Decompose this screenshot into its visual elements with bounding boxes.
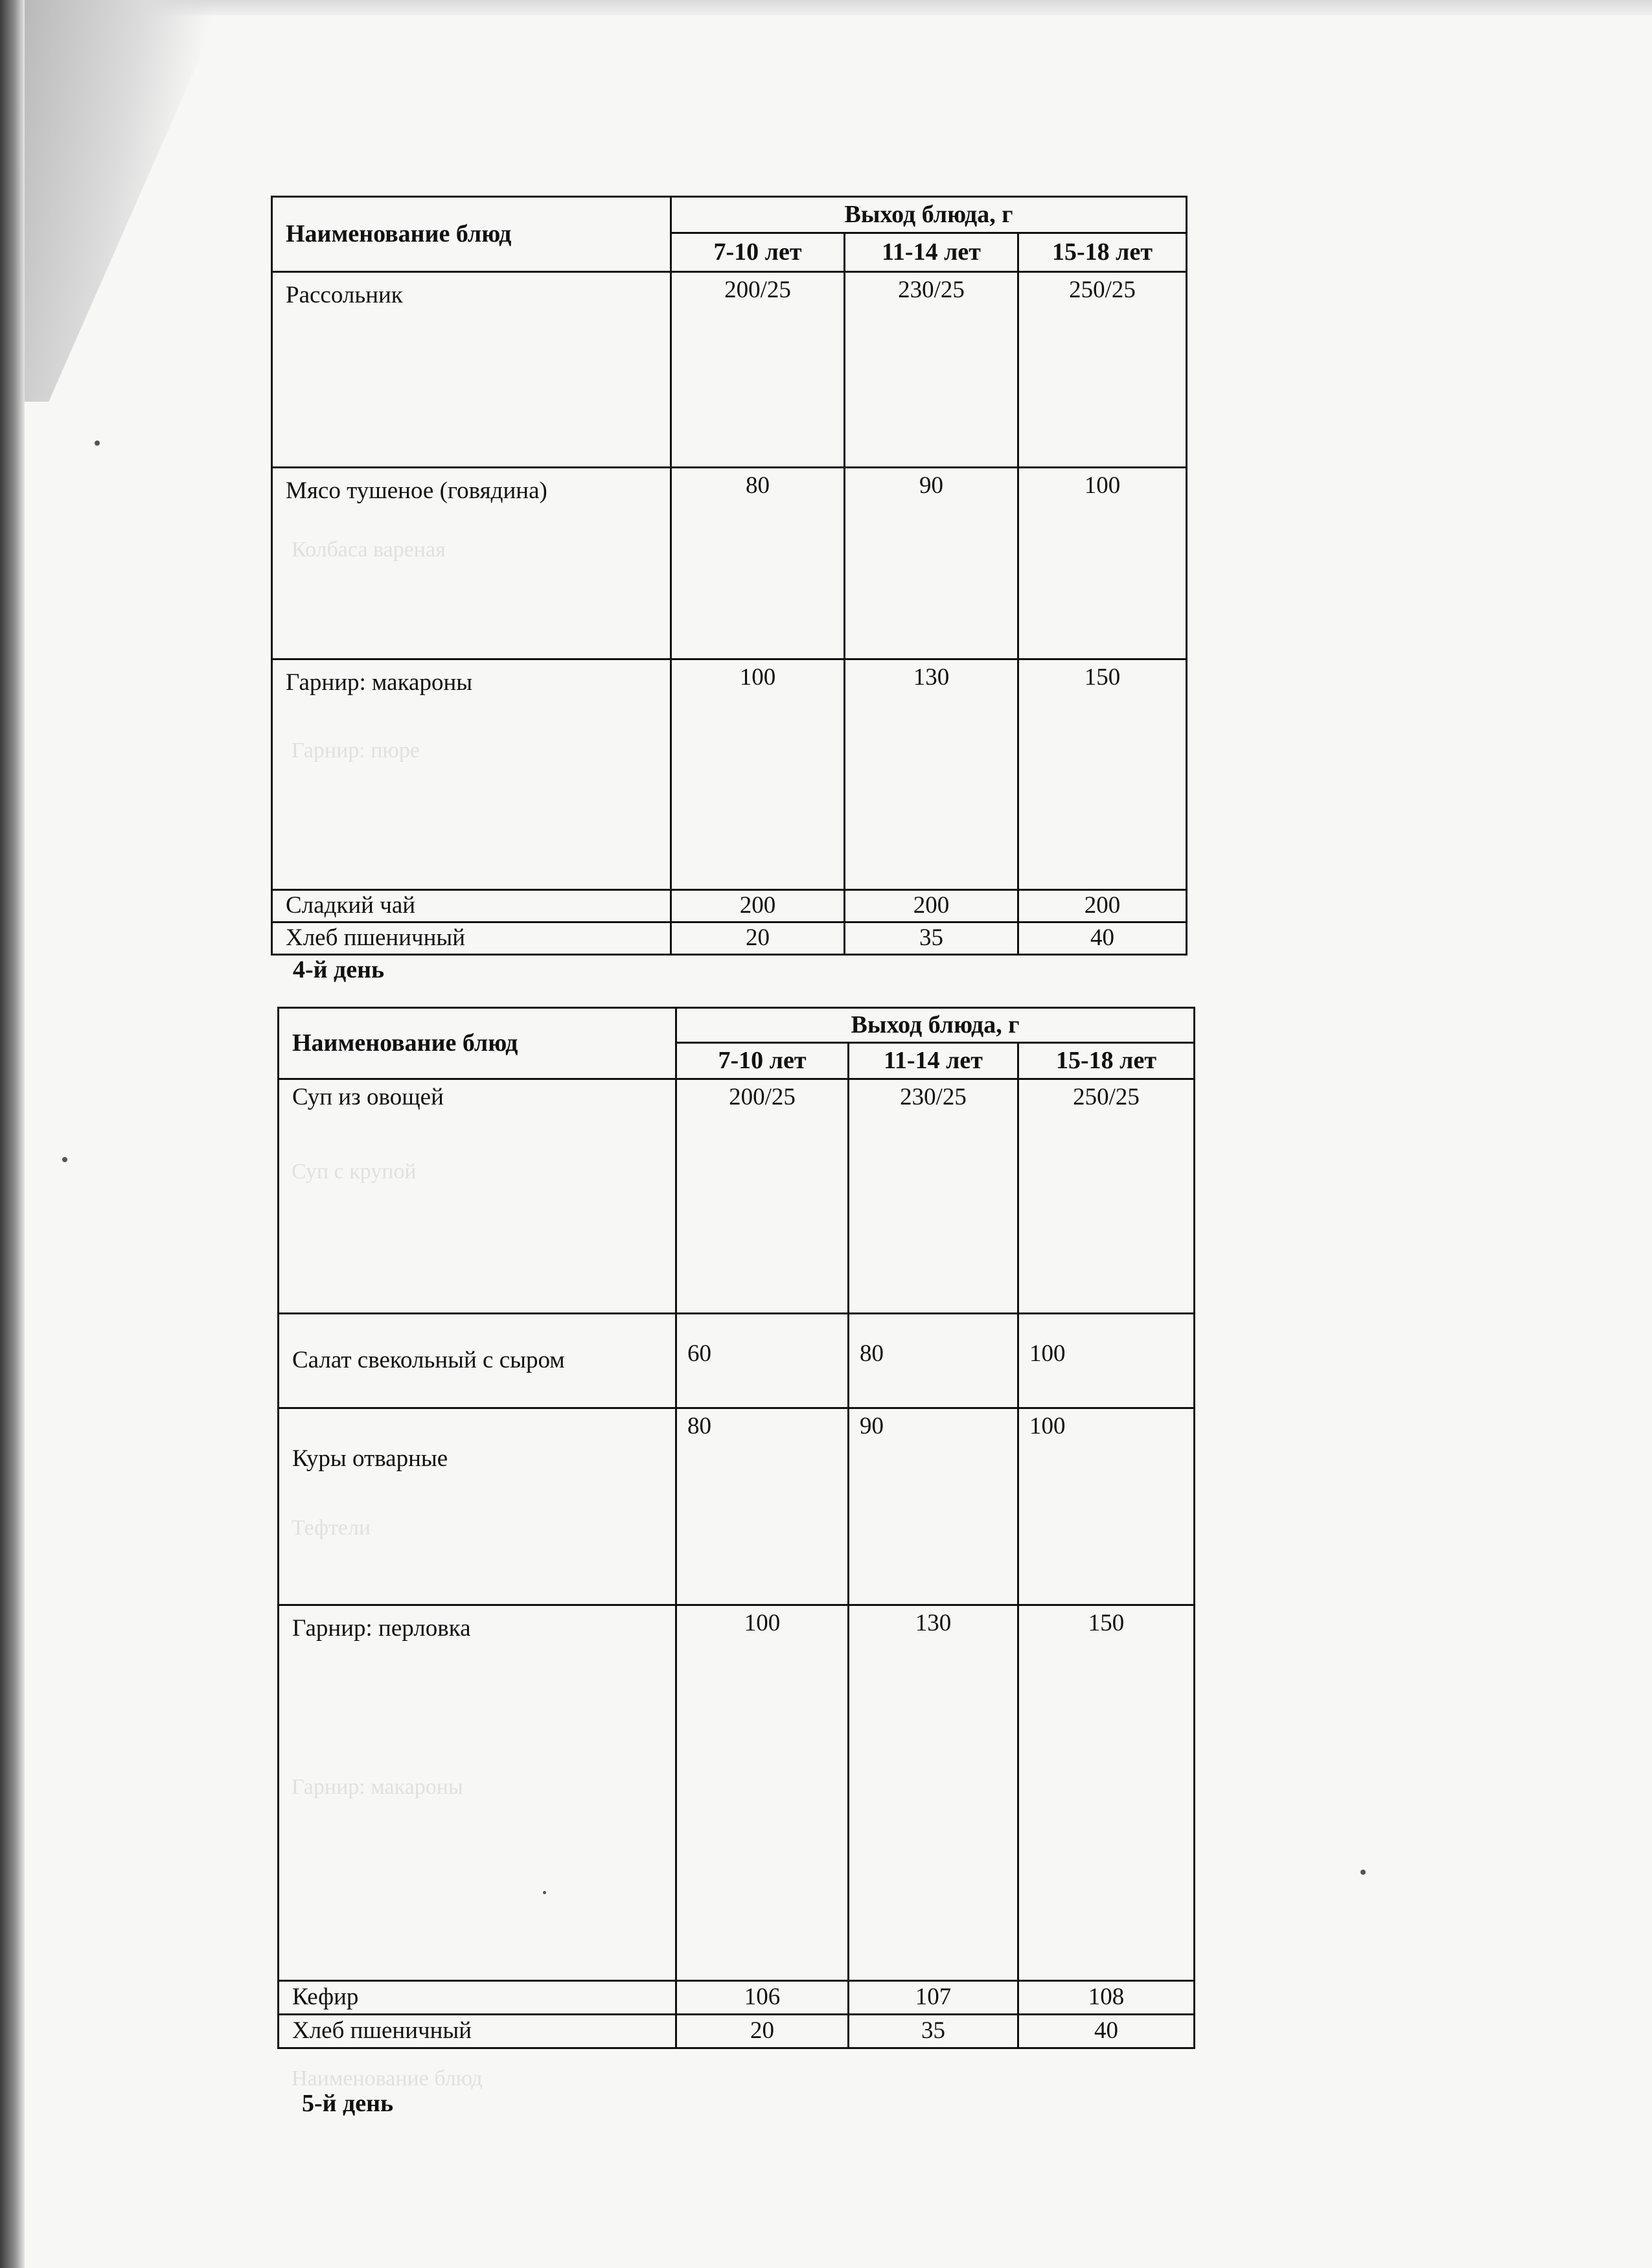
column-header-output: Выход блюда, г: [671, 197, 1187, 233]
portion-value: 200: [1018, 890, 1187, 922]
table-row: [272, 468, 1187, 659]
day-label: 5-й день: [302, 2090, 394, 2117]
dish-name: Рассольник: [272, 272, 671, 468]
portion-value: 80: [849, 1314, 1018, 1408]
portion-value: 35: [845, 922, 1018, 955]
portion-value: 200/25: [671, 272, 845, 468]
day-label: 4-й день: [293, 956, 385, 983]
column-header-age-15-18: 15-18 лет: [1018, 1043, 1195, 1079]
portion-value: 130: [845, 659, 1018, 890]
portion-value: 100: [676, 1605, 849, 1981]
menu-table-day4: [277, 1007, 1195, 2049]
dish-name: Гарнир: перловка: [279, 1605, 676, 1981]
dish-name: Куры отварные: [279, 1408, 676, 1605]
dish-name: Сладкий чай: [272, 890, 671, 922]
dish-name: Хлеб пшеничный: [279, 2015, 676, 2048]
portion-value: 60: [676, 1314, 849, 1408]
column-header-age-11-14: 11-14 лет: [849, 1043, 1018, 1079]
portion-value: 106: [676, 1981, 849, 2015]
table-row: [279, 1408, 1195, 1605]
portion-value: 230/25: [849, 1079, 1018, 1314]
portion-value: 150: [1018, 659, 1187, 890]
column-header-age-7-10: 7-10 лет: [671, 233, 845, 272]
portion-value: 80: [676, 1408, 849, 1605]
scan-page-fold: [25, 0, 225, 402]
portion-value: 100: [1018, 1408, 1195, 1605]
portion-value: 107: [849, 1981, 1018, 2015]
bleed-through-text: Наименование блюд: [292, 2067, 483, 2090]
scan-speck: [62, 1157, 67, 1162]
column-header-output: Выход блюда, г: [676, 1008, 1195, 1043]
table-row: [272, 922, 1187, 955]
dish-name: Салат свекольный с сыром: [279, 1314, 676, 1408]
portion-value: 150: [1018, 1605, 1195, 1981]
portion-value: 100: [671, 659, 845, 890]
portion-value: 20: [676, 2015, 849, 2048]
dish-name: Гарнир: макароны: [272, 659, 671, 890]
portion-value: 20: [671, 922, 845, 955]
portion-value: 108: [1018, 1981, 1195, 2015]
table-row: [279, 2015, 1195, 2048]
portion-value: 90: [845, 468, 1018, 659]
table-row: [272, 272, 1187, 468]
scan-top-edge: [0, 0, 1652, 16]
menu-table-day3: [271, 196, 1187, 956]
portion-value: 200/25: [676, 1079, 849, 1314]
portion-value: 90: [849, 1408, 1018, 1605]
scan-speck: [1360, 1870, 1366, 1875]
dish-name: Хлеб пшеничный: [272, 922, 671, 955]
dish-name: Мясо тушеное (говядина): [272, 468, 671, 659]
bleed-through-text: Тефтели: [292, 1516, 371, 1540]
portion-value: 130: [849, 1605, 1018, 1981]
dish-name: Суп из овощей: [279, 1079, 676, 1314]
portion-value: 40: [1018, 922, 1187, 955]
column-header-dish-name: Наименование блюд: [272, 197, 671, 272]
portion-value: 200: [671, 890, 845, 922]
column-header-age-15-18: 15-18 лет: [1018, 233, 1187, 272]
column-header-age-11-14: 11-14 лет: [845, 233, 1018, 272]
portion-value: 100: [1018, 1314, 1195, 1408]
table-row: [272, 659, 1187, 890]
column-header-age-7-10: 7-10 лет: [676, 1043, 849, 1079]
portion-value: 40: [1018, 2015, 1195, 2048]
scan-speck: [95, 441, 100, 446]
bleed-through-text: Суп с крупой: [292, 1160, 417, 1184]
portion-value: 35: [849, 2015, 1018, 2048]
scan-left-edge: [0, 0, 25, 2268]
bleed-through-text: Гарнир: макароны: [292, 1775, 463, 1799]
bleed-through-text: Колбаса вареная: [292, 538, 446, 562]
portion-value: 80: [671, 468, 845, 659]
portion-value: 230/25: [845, 272, 1018, 468]
portion-value: 200: [845, 890, 1018, 922]
table-row: [279, 1314, 1195, 1408]
portion-value: 100: [1018, 468, 1187, 659]
column-header-dish-name: Наименование блюд: [279, 1008, 676, 1079]
table-row: [279, 1079, 1195, 1314]
table-row: [279, 1605, 1195, 1981]
bleed-through-text: Гарнир: пюре: [292, 739, 420, 762]
portion-value: 250/25: [1018, 272, 1187, 468]
portion-value: 250/25: [1018, 1079, 1195, 1314]
table-row: [279, 1981, 1195, 2015]
table-row: [272, 890, 1187, 922]
dish-name: Кефир: [279, 1981, 676, 2015]
